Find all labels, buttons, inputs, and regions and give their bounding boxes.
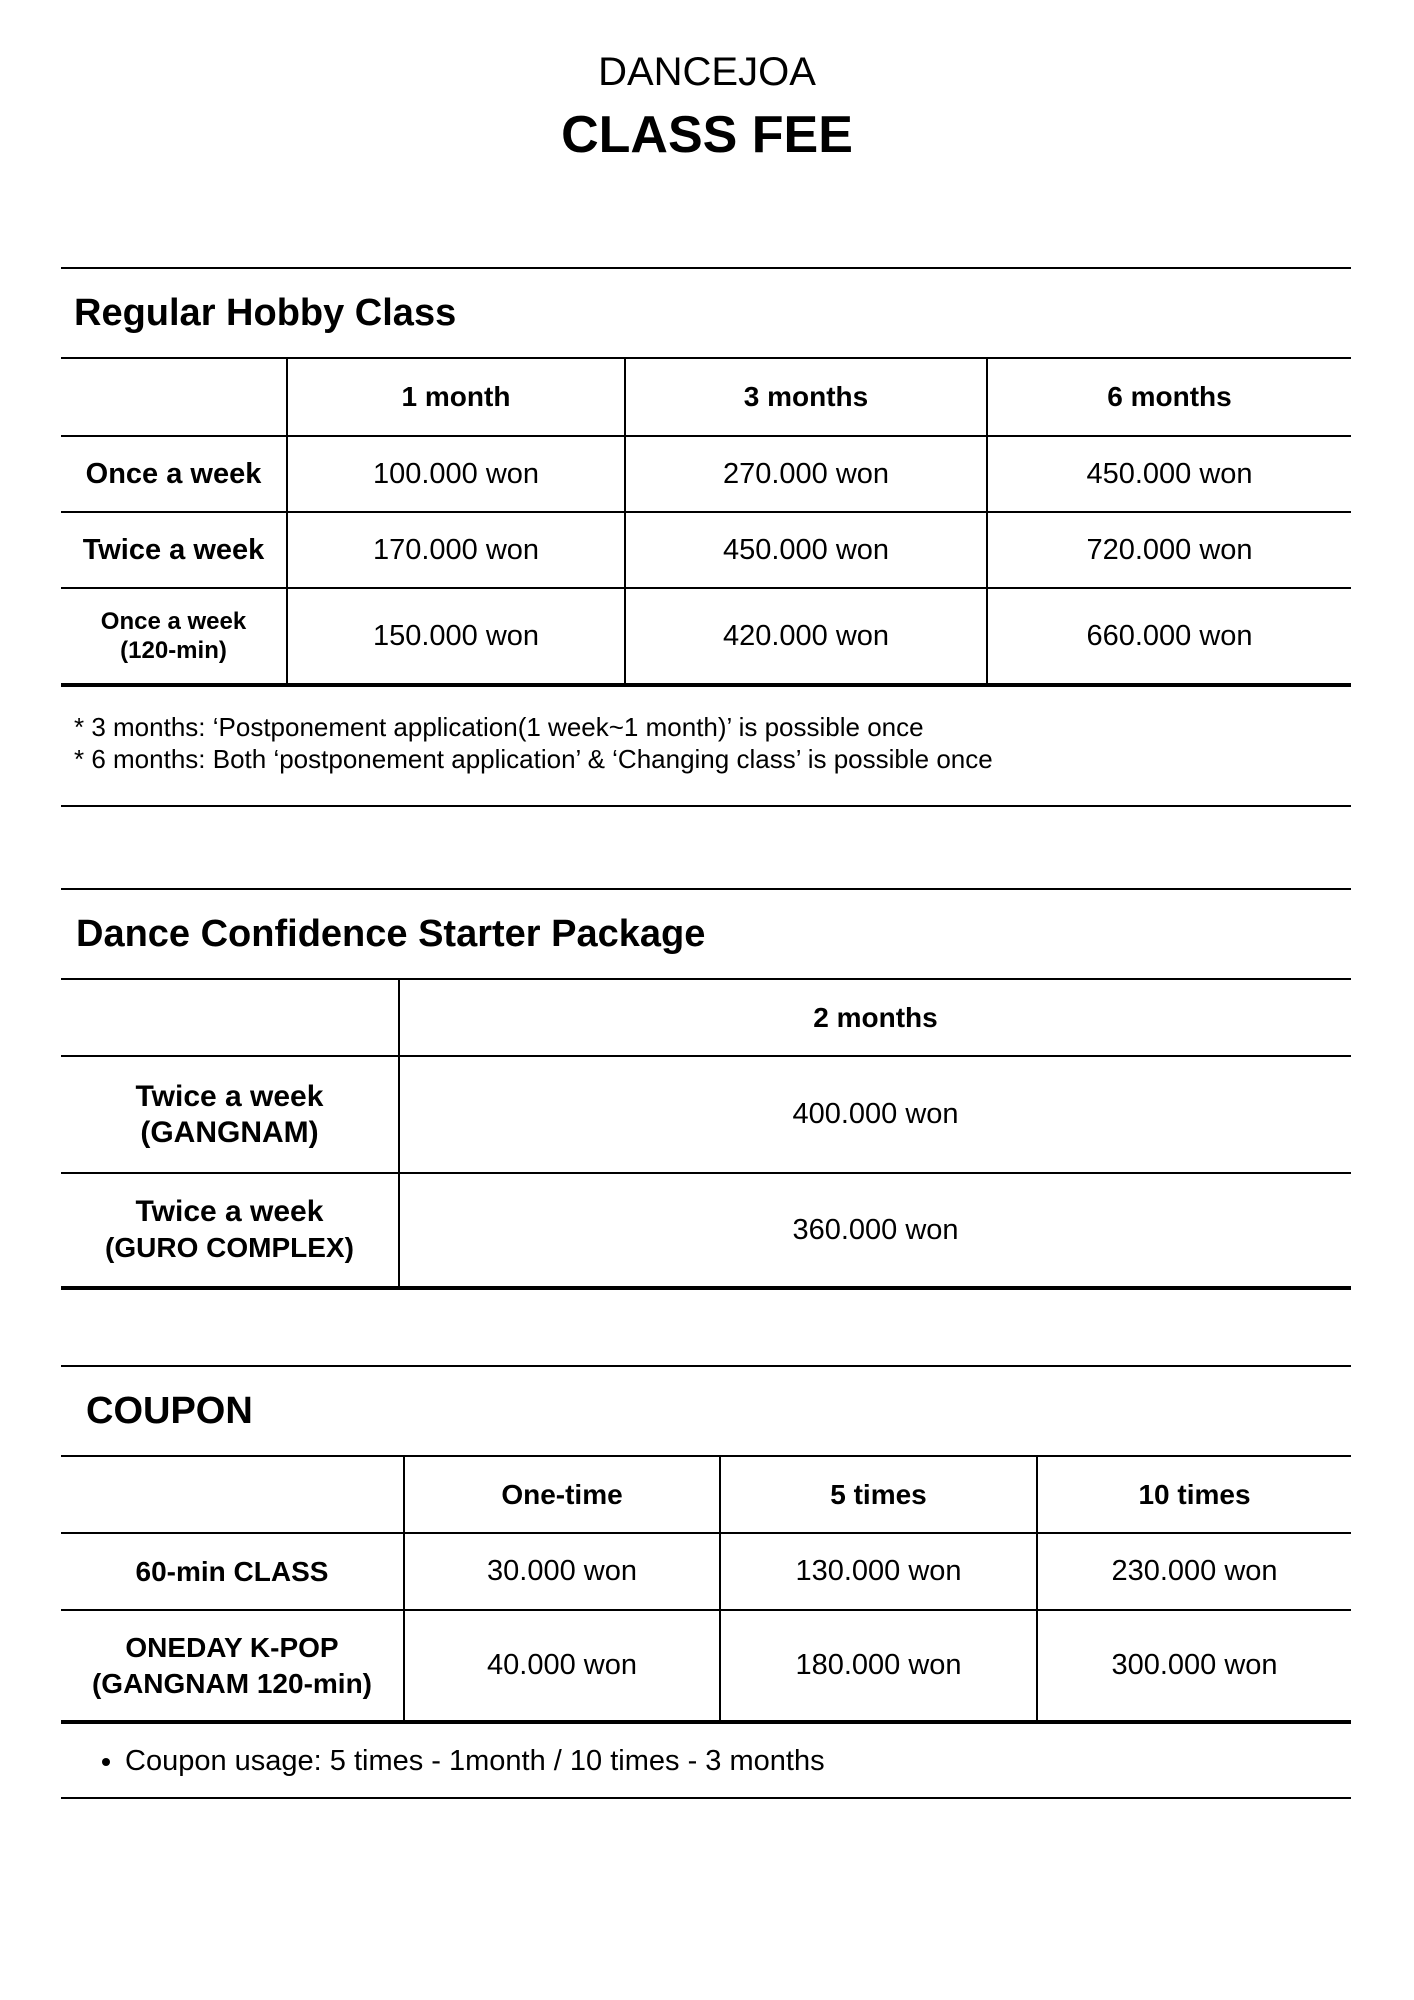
table-row bbox=[61, 436, 1351, 512]
price-cell: 150.000 won bbox=[287, 588, 625, 684]
row-label bbox=[61, 1056, 399, 1173]
price-cell: 360.000 won bbox=[399, 1173, 1351, 1287]
regular-hobby-class-section bbox=[61, 267, 1351, 807]
table-row bbox=[61, 1056, 1351, 1173]
price-cell: 420.000 won bbox=[625, 588, 987, 684]
price-cell: 130.000 won bbox=[720, 1533, 1037, 1610]
table-header-row bbox=[61, 359, 1351, 436]
corner-cell bbox=[61, 1457, 404, 1533]
column-header: One-time bbox=[404, 1457, 720, 1533]
price-cell: 300.000 won bbox=[1037, 1610, 1351, 1721]
row-label-line: Twice a week bbox=[135, 1079, 324, 1113]
price-cell: 180.000 won bbox=[720, 1610, 1037, 1721]
price-cell: 230.000 won bbox=[1037, 1533, 1351, 1610]
row-label-line: ONEDAY K-POP bbox=[125, 1631, 339, 1663]
table-row bbox=[61, 588, 1351, 684]
starter-package-section bbox=[61, 888, 1351, 1290]
column-header: 3 months bbox=[625, 359, 987, 436]
coupon-usage-list bbox=[61, 1745, 825, 1777]
row-label-line: (GANGNAM) bbox=[140, 1115, 319, 1149]
price-cell: 170.000 won bbox=[287, 512, 625, 588]
column-header: 1 month bbox=[287, 359, 625, 436]
price-cell: 450.000 won bbox=[625, 512, 987, 588]
regular-notes bbox=[61, 685, 1351, 807]
table-header-row bbox=[61, 980, 1351, 1056]
row-label: Once a week bbox=[61, 436, 287, 512]
coupon-price-table bbox=[61, 1457, 1351, 1722]
table-header-row bbox=[61, 1457, 1351, 1533]
row-label: 60-min CLASS bbox=[61, 1533, 404, 1610]
regular-hobby-class-heading: Regular Hobby Class bbox=[61, 269, 1351, 359]
corner-cell bbox=[61, 359, 287, 436]
row-label: Twice a week bbox=[61, 512, 287, 588]
price-cell: 100.000 won bbox=[287, 436, 625, 512]
brand-name: DANCEJOA bbox=[598, 50, 816, 94]
starter-package-heading: Dance Confidence Starter Package bbox=[61, 890, 1351, 980]
coupon-notes bbox=[61, 1722, 1351, 1799]
table-row bbox=[61, 512, 1351, 588]
row-label bbox=[61, 1173, 399, 1287]
price-cell: 660.000 won bbox=[987, 588, 1351, 684]
row-label-line: (GURO COMPLEX) bbox=[105, 1232, 354, 1263]
column-header: 10 times bbox=[1037, 1457, 1351, 1533]
coupon-section bbox=[61, 1365, 1351, 1799]
row-label-line: (GANGNAM 120-min) bbox=[91, 1667, 372, 1699]
price-cell: 450.000 won bbox=[987, 436, 1351, 512]
starter-bottom-rule bbox=[61, 1288, 1351, 1290]
coupon-usage-note: • Coupon usage: 5 times - 1month / 10 times - 3 months bbox=[125, 1745, 825, 1777]
page-title: CLASS FEE bbox=[561, 106, 853, 164]
note-line: * 6 months: Both ‘postponement application’ & ‘Changing class’ is possible once bbox=[74, 744, 993, 774]
row-label bbox=[61, 1610, 404, 1721]
price-cell: 40.000 won bbox=[404, 1610, 720, 1721]
row-label-line: (120-min) bbox=[120, 637, 227, 664]
column-header: 6 months bbox=[987, 359, 1351, 436]
corner-cell bbox=[61, 980, 399, 1056]
regular-price-table bbox=[61, 359, 1351, 685]
price-cell: 400.000 won bbox=[399, 1056, 1351, 1173]
starter-price-table bbox=[61, 980, 1351, 1288]
price-cell: 30.000 won bbox=[404, 1533, 720, 1610]
row-label-line: Once a week bbox=[100, 608, 247, 635]
row-label-line: Twice a week bbox=[135, 1195, 324, 1228]
price-cell: 720.000 won bbox=[987, 512, 1351, 588]
table-row bbox=[61, 1533, 1351, 1610]
column-header: 5 times bbox=[720, 1457, 1037, 1533]
note-line: * 3 months: ‘Postponement application(1 week~1 month)’ is possible once bbox=[74, 712, 924, 742]
table-row bbox=[61, 1173, 1351, 1287]
column-header: 2 months bbox=[399, 980, 1351, 1056]
table-row bbox=[61, 1610, 1351, 1721]
price-cell: 270.000 won bbox=[625, 436, 987, 512]
coupon-heading: COUPON bbox=[61, 1367, 1351, 1457]
row-label bbox=[61, 588, 287, 684]
